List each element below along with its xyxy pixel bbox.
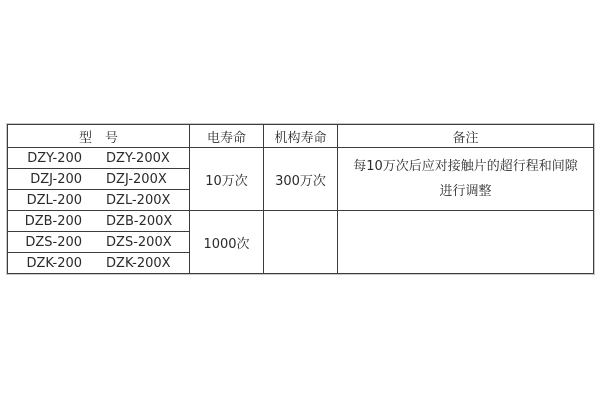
relay-life-spec-table	[7, 124, 594, 274]
col-header-remark: 备注	[338, 125, 594, 148]
model-name-variant: DZB-200X	[106, 213, 173, 229]
model-name-variant: DZK-200X	[106, 255, 171, 271]
model-name: DZY-200	[27, 150, 83, 166]
electrical-life-cell-group2: 1000次	[190, 211, 264, 274]
col-header-mechanical-life: 机构寿命	[264, 125, 338, 148]
model-pair	[8, 193, 189, 208]
model-pair	[8, 214, 189, 229]
model-cell	[8, 190, 190, 211]
model-cell	[8, 232, 190, 253]
model-pair	[8, 256, 189, 271]
mechanical-life-cell-group1: 300万次	[264, 148, 338, 211]
remark-line: 进行调整	[439, 184, 492, 199]
mechanical-life-cell-group2	[264, 211, 338, 274]
model-pair	[8, 172, 189, 187]
model-cell	[8, 211, 190, 232]
remark-cell-group2	[338, 211, 594, 274]
table-row	[8, 211, 594, 232]
remark-line: 每10万次后应对接触片的超行程和间隙	[353, 159, 578, 174]
model-cell	[8, 169, 190, 190]
col-header-electrical-life: 电寿命	[190, 125, 264, 148]
model-name-variant: DZS-200X	[106, 234, 172, 250]
model-name-variant: DZY-200X	[106, 150, 170, 166]
model-name-variant: DZL-200X	[106, 192, 171, 208]
model-cell	[8, 253, 190, 274]
model-pair	[8, 151, 189, 166]
header-row	[8, 125, 594, 148]
model-name: DZS-200	[25, 234, 83, 250]
model-pair	[8, 235, 189, 250]
model-name-variant: DZJ-200X	[106, 171, 167, 187]
model-name: DZL-200	[26, 192, 83, 208]
model-name: DZJ-200	[30, 171, 83, 187]
electrical-life-cell-group1: 10万次	[190, 148, 264, 211]
col-header-model: 型 号	[8, 125, 190, 148]
model-name: DZB-200	[24, 213, 83, 229]
model-cell	[8, 148, 190, 169]
model-name: DZK-200	[26, 255, 83, 271]
remark-cell-group1	[338, 148, 594, 211]
table-row	[8, 148, 594, 169]
